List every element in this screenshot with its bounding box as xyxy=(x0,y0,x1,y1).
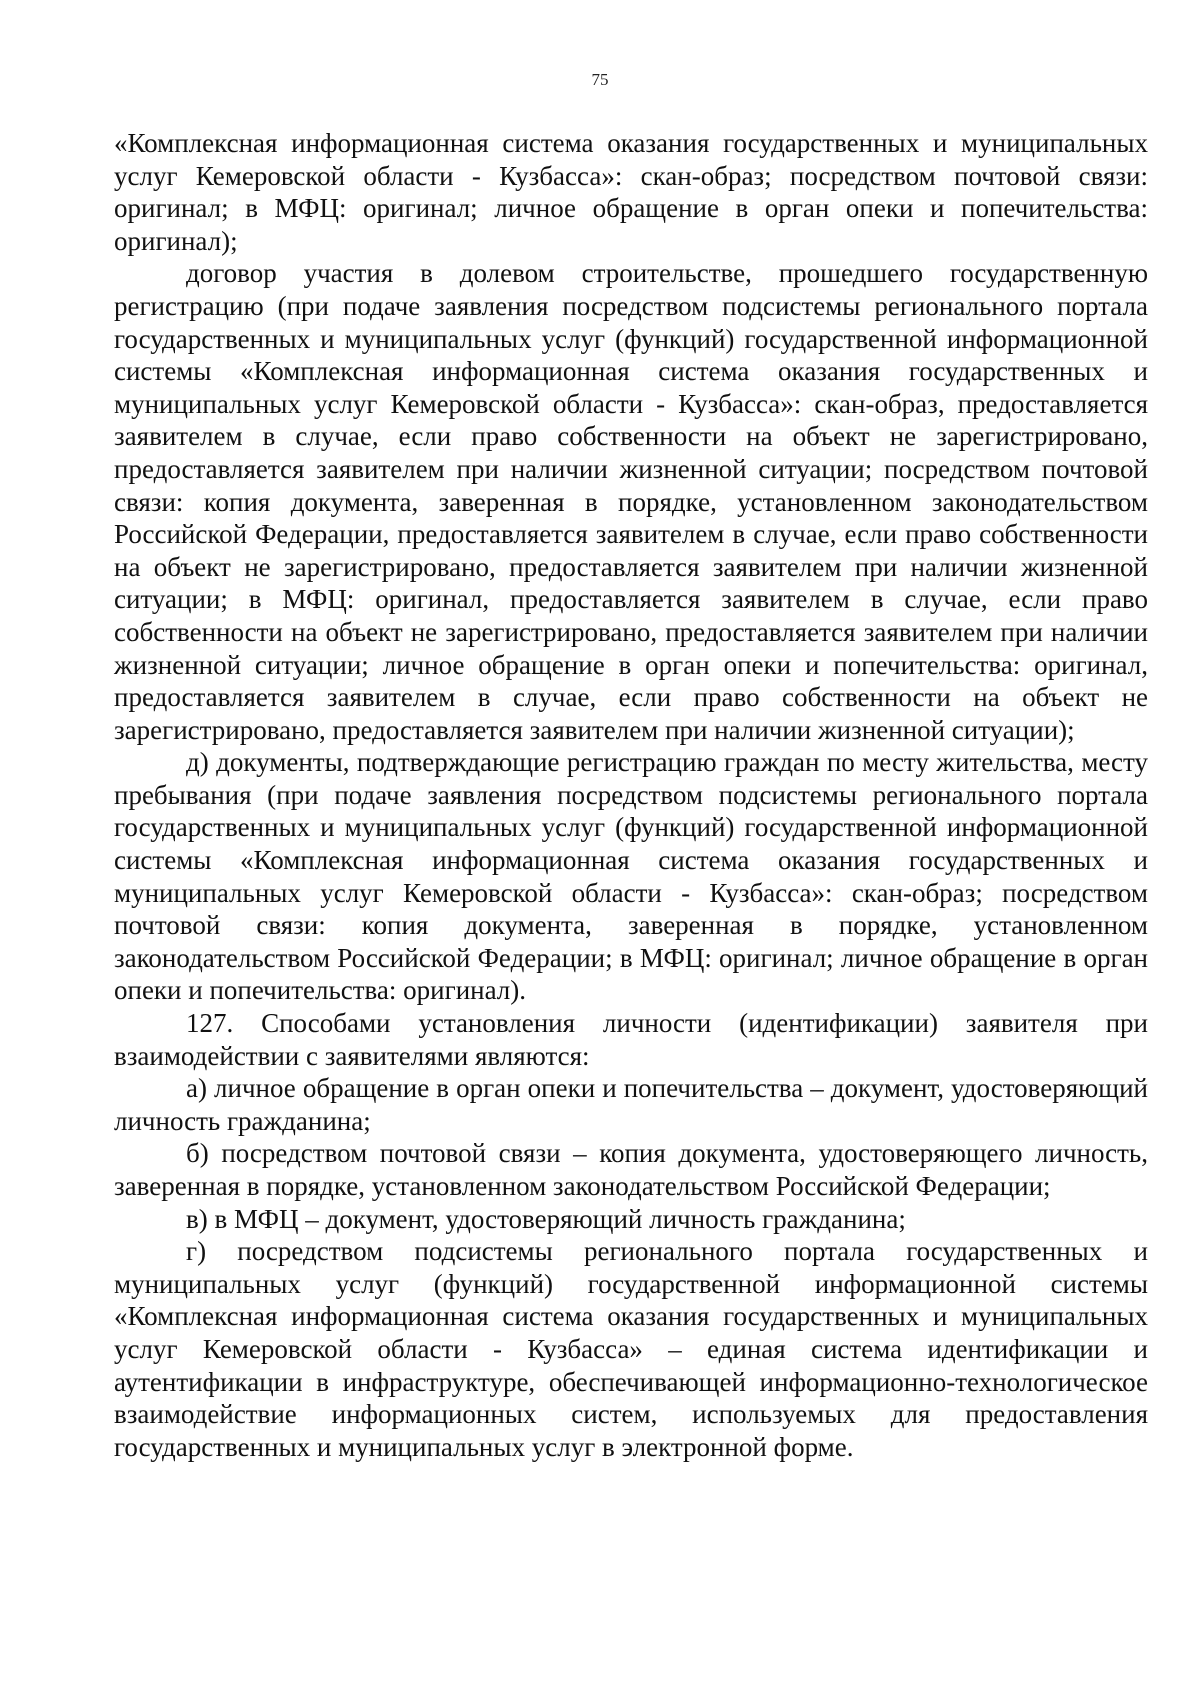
paragraph-contract: договор участия в долевом строительстве, прошедшего государственную регистрацию (при подаче заявления посредством подсистемы регионального портала государственных и муниципальных услуг (функций) государственной информационной системы «Комплексная информационная система оказания государственных и муниципальных услуг Кемеровской области - Кузбасса»: скан-образ, предоставляется заявителем в случае, если право собственности на объект не зарегистрировано, предоставляется заявителем при наличии жизненной ситуации; посредством почтовой связи: копия документа, заверенная в порядке, установленном законодательством Российской Федерации, предоставляется заявителем в случае, если право собственности на объект не зарегистрировано, предоставляется заявителем при наличии жизненной ситуации; в МФЦ: оригинал, предоставляется заявителем в случае, если право собственности на объект не зарегистрировано, предоставляется заявителем при наличии жизненной ситуации; личное обращение в орган опеки и попечительства: оригинал, предоставляется заявителем в случае, если право собственности на объект не зарегистрировано, предоставляется заявителем при наличии жизненной ситуации); xyxy=(114,258,1148,745)
paragraph-item-b: б) посредством почтовой связи – копия документа, удостоверяющего личность, заверенная в порядке, установленном законодательством Российской Федерации; xyxy=(114,1138,1148,1201)
page-number: 75 xyxy=(591,70,609,89)
paragraph-clause-127: 127. Способами установления личности (идентификации) заявителя при взаимодействии с заявителями являются: xyxy=(114,1008,1148,1071)
document-body xyxy=(114,127,1148,1463)
paragraph-item-a: а) личное обращение в орган опеки и попечительства – документ, удостоверяющий личность гражданина; xyxy=(114,1073,1148,1136)
paragraph-item-v: в) в МФЦ – документ, удостоверяющий личность гражданина; xyxy=(186,1203,906,1234)
paragraph-item-g: г) посредством подсистемы регионального портала государственных и муниципальных услуг (функций) государственной информационной системы «Комплексная информационная система оказания государственных и муниципальных услуг Кемеровской области - Кузбасса» – единая система идентификации и аутентификации в инфраструктуре, обеспечивающей информационно-технологическое взаимодействие информационных систем, используемых для предоставления государственных и муниципальных услуг в электронной форме. xyxy=(114,1236,1148,1462)
paragraph-continuation: «Комплексная информационная система оказания государственных и муниципальных услуг Кемеровской области - Кузбасса»: скан-образ; посредством почтовой связи: оригинал; в МФЦ: оригинал; личное обращение в орган опеки и попечительства: оригинал); xyxy=(114,128,1148,256)
paragraph-item-d: д) документы, подтверждающие регистрацию граждан по месту жительства, месту пребывания (при подаче заявления посредством подсистемы регионального портала государственных и муниципальных услуг (функций) государственной информационной системы «Комплексная информационная система оказания государственных и муниципальных услуг Кемеровской области - Кузбасса»: скан-образ; посредством почтовой связи: копия документа, заверенная в порядке, установленном законодательством Российской Федерации; в МФЦ: оригинал; личное обращение в орган опеки и попечительства: оригинал). xyxy=(114,747,1148,1006)
